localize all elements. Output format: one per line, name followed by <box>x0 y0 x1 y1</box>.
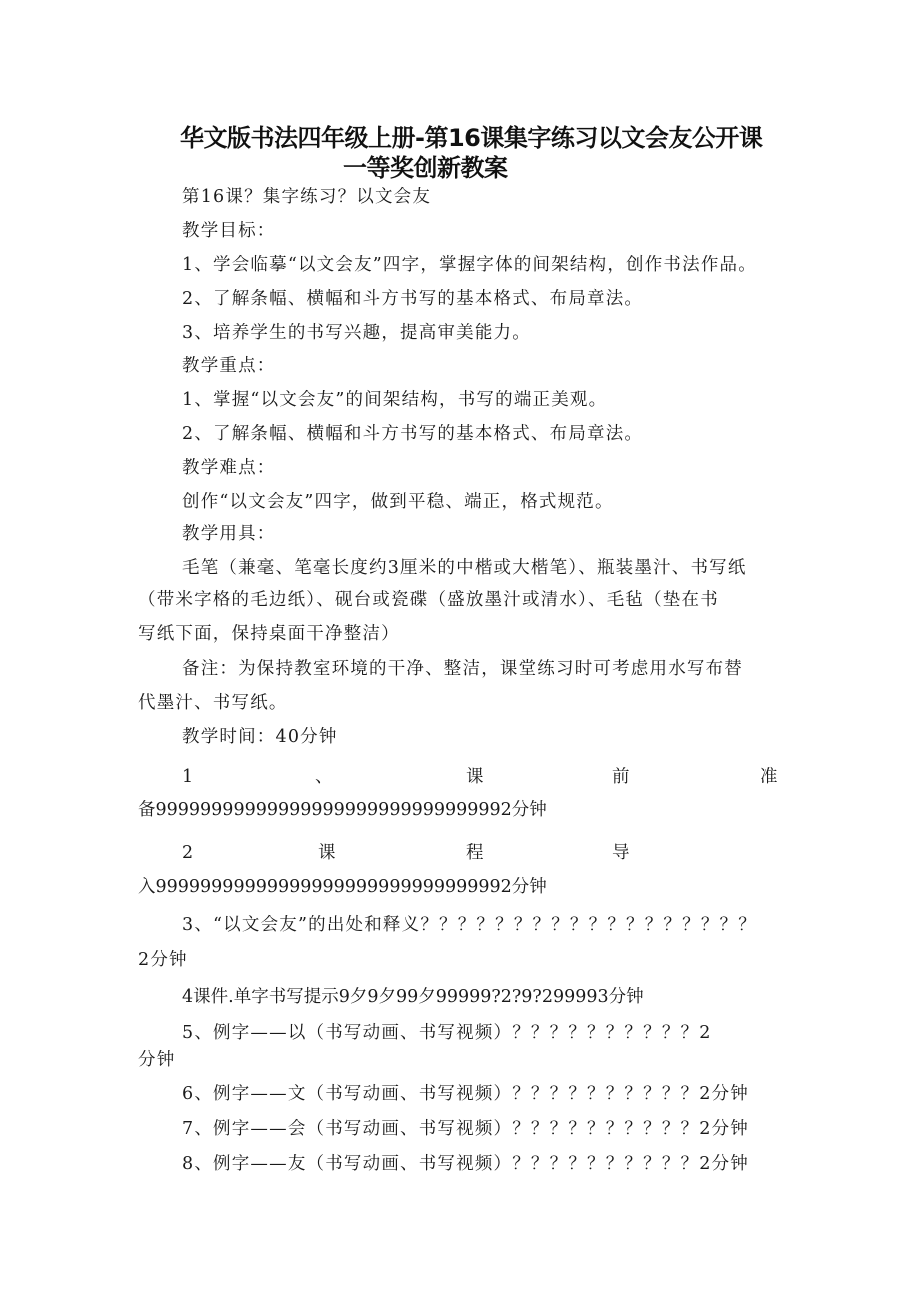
lesson-subtitle: 第16课？集字练习？以文会友 <box>182 187 432 207</box>
doc-title-line-2: 一等奖创新教案 <box>343 154 508 182</box>
step-1-number: 1 <box>182 767 194 787</box>
goal-item-1: 1、学会临摹“以文会友”四字，掌握字体的间架结构，创作书法作品。 <box>182 255 757 275</box>
step-2-continuation: 入99999999999999999999999999999992分钟 <box>138 877 547 897</box>
tools-line-3: 写纸下面，保持桌面干净整洁） <box>138 624 400 644</box>
step-8: 8、例字——友（书写动画、书写视频）？？？？？？？？？？2分钟 <box>182 1154 749 1174</box>
step-6: 6、例字——文（书写动画、书写视频）？？？？？？？？？？2分钟 <box>182 1084 749 1104</box>
step-3-line-2: 2分钟 <box>138 950 188 970</box>
step-1-char-2: 前 <box>612 767 630 787</box>
goal-item-3: 3、培养学生的书写兴趣，提高审美能力。 <box>182 323 531 343</box>
step-1-separator: 、 <box>315 767 333 787</box>
step-1-continuation: 备99999999999999999999999999999992分钟 <box>138 800 547 820</box>
tools-heading: 教学用具： <box>182 524 276 544</box>
key-point-2: 2、了解条幅、横幅和斗方书写的基本格式、布局章法。 <box>182 424 644 444</box>
key-point-1: 1、掌握“以文会友”的间架结构，书写的端正美观。 <box>182 390 608 410</box>
goal-item-2: 2、了解条幅、横幅和斗方书写的基本格式、布局章法。 <box>182 289 644 309</box>
step-5-line-1: 5、例字——以（书写动画、书写视频）？？？？？？？？？？2 <box>182 1023 712 1043</box>
teaching-time: 教学时间：40分钟 <box>182 727 338 747</box>
difficulty-item: 创作“以文会友”四字，做到平稳、端正，格式规范。 <box>182 492 614 512</box>
step-3-line-1: 3、“以文会友”的出处和释义？？？？？？？？？？？？？？？？？？ <box>182 915 757 935</box>
step-1-char-3: 准 <box>760 767 778 787</box>
note-line-2: 代墨汁、书写纸。 <box>138 693 288 713</box>
step-4: 4课件.单字书写提示9夕9夕99夕99999?2?9?299993分钟 <box>182 987 644 1007</box>
step-7: 7、例字——会（书写动画、书写视频）？？？？？？？？？？2分钟 <box>182 1119 749 1139</box>
goals-heading: 教学目标： <box>182 221 276 241</box>
step-2-char-2: 程 <box>466 843 484 863</box>
doc-title-line-1: 华文版书法四年级上册-第16课集字练习以文会友公开课 <box>180 124 763 152</box>
step-2-char-3: 导 <box>612 843 630 863</box>
tools-line-2: （带米字格的毛边纸）、砚台或瓷碟（盛放墨汁或清水）、毛毡（垫在书 <box>138 590 719 610</box>
step-2-number: 2 <box>182 843 194 863</box>
key-points-heading: 教学重点： <box>182 356 276 376</box>
difficulty-heading: 教学难点： <box>182 458 276 478</box>
note-line-1: 备注：为保持教室环境的干净、整洁，课堂练习时可考虑用水写布替 <box>182 659 743 679</box>
step-2-char-1: 课 <box>318 843 336 863</box>
step-1-char-1: 课 <box>466 767 484 787</box>
step-5-line-2: 分钟 <box>138 1050 176 1070</box>
tools-line-1: 毛笔（兼毫、笔毫长度约3厘米的中楷或大楷笔）、瓶装墨汁、书写纸 <box>182 558 747 578</box>
